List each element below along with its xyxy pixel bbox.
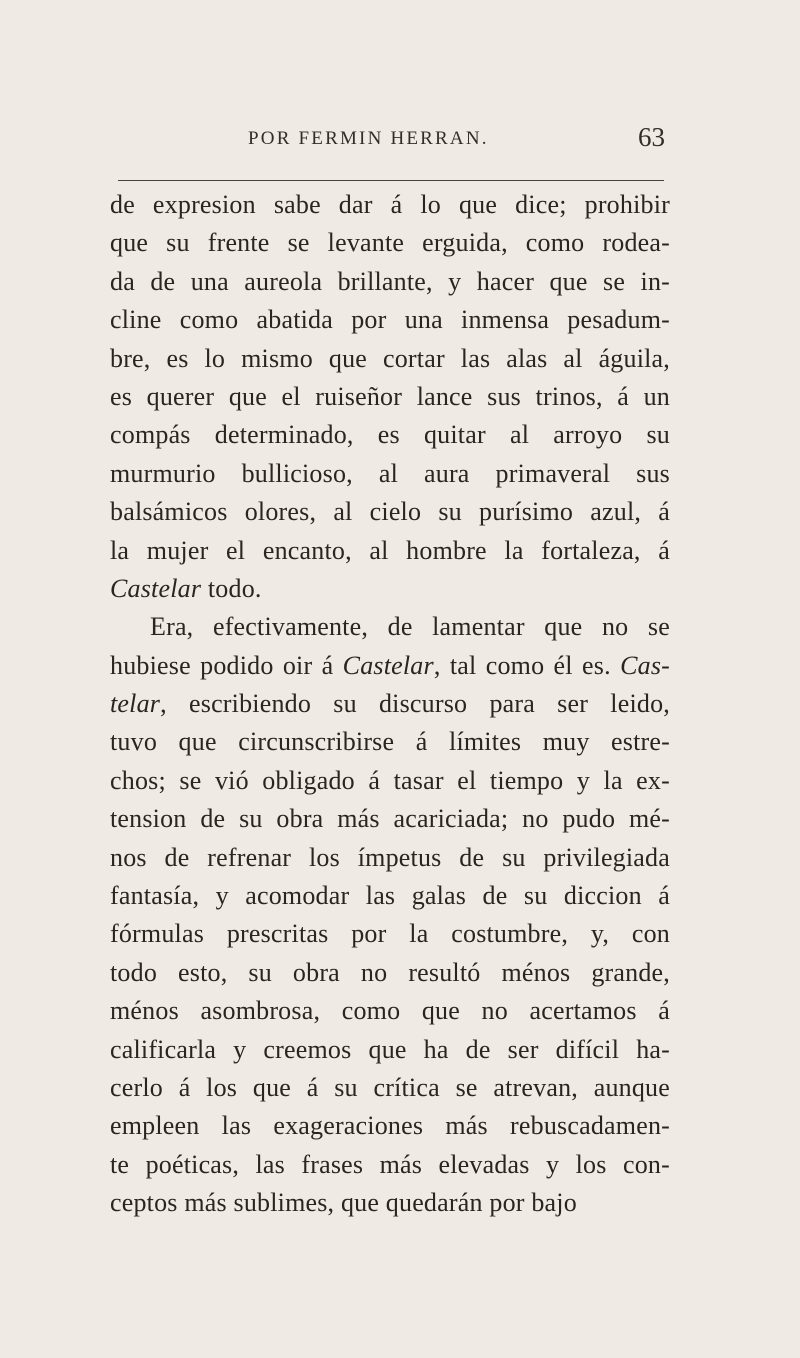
- body-text: [110, 186, 670, 1223]
- text-line: empleen las exageraciones más rebuscadamen-: [110, 1111, 670, 1141]
- text-line: tuvo que circunscribirse á límites muy estre-: [110, 727, 670, 757]
- italic-name: Cas-: [620, 650, 670, 680]
- running-head: POR FERMIN HERRAN.: [248, 128, 489, 149]
- italic-name: Castelar: [342, 650, 434, 680]
- text-line: bre, es lo mismo que cortar las alas al águila,: [110, 343, 670, 373]
- page-number: 63: [638, 122, 665, 152]
- text-line: [110, 685, 670, 723]
- text-line: balsámicos olores, al cielo su purísimo azul, á: [110, 497, 670, 527]
- italic-name: Castelar: [110, 573, 202, 603]
- paragraph-start-line: Era, efectivamente, de lamentar que no se: [150, 612, 670, 642]
- text-line: ménos asombrosa, como que no acertamos á: [110, 996, 670, 1026]
- text-span: hubiese podido oir á: [110, 650, 343, 680]
- text-line: todo esto, su obra no resultó ménos grande,: [110, 957, 670, 987]
- text-line: fantasía, y acomodar las galas de su diccion á: [110, 881, 670, 911]
- text-line: da de una aureola brillante, y hacer que se in-: [110, 266, 670, 296]
- text-line: [110, 647, 670, 685]
- text-line: cerlo á los que á su crítica se atrevan, aunque: [110, 1072, 670, 1102]
- text-line: murmurio bullicioso, al aura primaveral sus: [110, 458, 670, 488]
- italic-name: telar: [110, 689, 161, 719]
- text-line: fórmulas prescritas por la costumbre, y, con: [110, 919, 670, 949]
- text-line: compás determinado, es quitar al arroyo su: [110, 420, 670, 450]
- text-line: es querer que el ruiseñor lance sus trinos, á un: [110, 381, 670, 411]
- text-line: calificarla y creemos que ha de ser difícil ha-: [110, 1034, 670, 1064]
- text-line: tension de su obra más acariciada; no pudo mé-: [110, 804, 670, 834]
- text-line: que su frente se levante erguida, como rodea-: [110, 228, 670, 258]
- text-span: , escribiendo su discurso para ser leido,: [160, 689, 670, 719]
- text-line: te poéticas, las frases más elevadas y los con-: [110, 1149, 670, 1179]
- header-rule: [118, 180, 664, 181]
- text-span: , tal como él es.: [433, 650, 621, 680]
- text-line: la mujer el encanto, al hombre la fortaleza, á: [110, 535, 670, 565]
- text-line: ceptos más sublimes, que quedarán por bajo: [110, 1188, 577, 1218]
- page-header: [110, 120, 670, 160]
- text-line: nos de refrenar los ímpetus de su privilegiada: [110, 842, 670, 872]
- paragraph-end-line: [110, 570, 670, 608]
- text-line: chos; se vió obligado á tasar el tiempo y la ex-: [110, 765, 670, 795]
- text-line: de expresion sabe dar á lo que dice; prohibir: [110, 190, 670, 219]
- text-line: cline como abatida por una inmensa pesadum-: [110, 305, 670, 335]
- text-span: todo.: [201, 573, 262, 603]
